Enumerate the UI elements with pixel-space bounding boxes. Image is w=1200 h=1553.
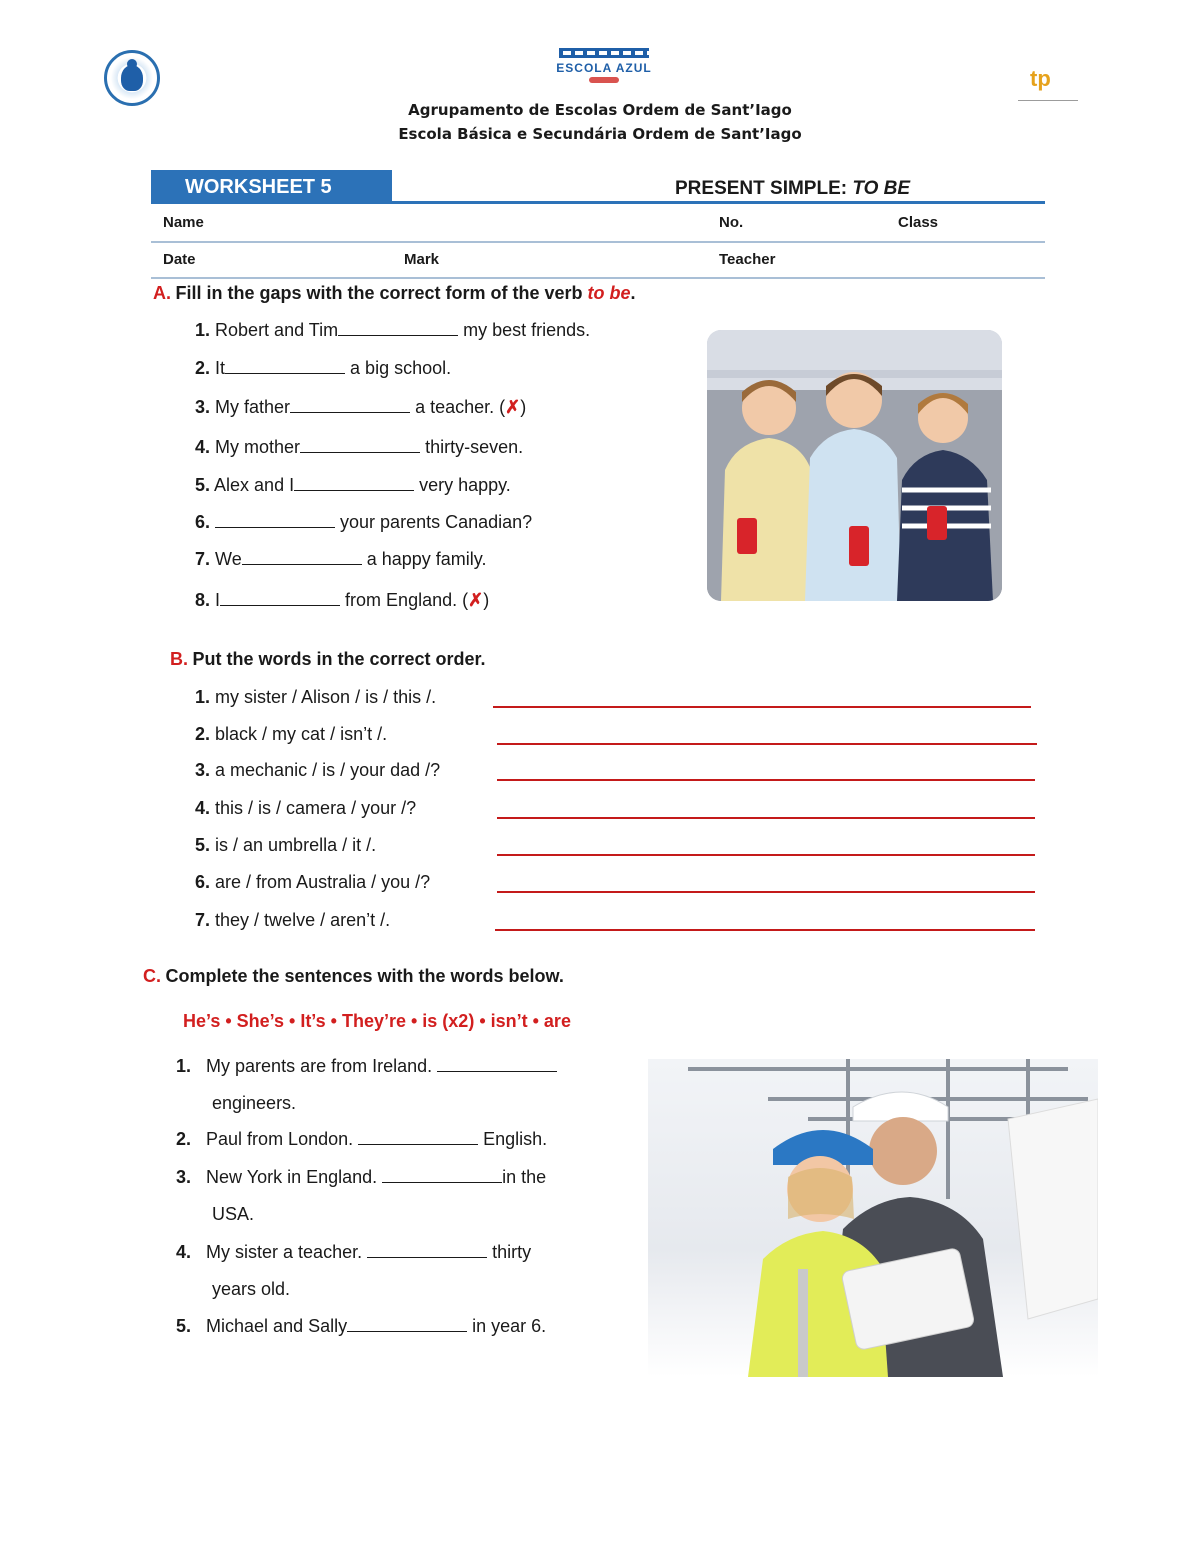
answer-line-b1[interactable] xyxy=(493,706,1031,708)
item-number: 7. xyxy=(195,910,211,930)
item-text-before: Robert and Tim xyxy=(215,320,339,340)
item-number: 4. xyxy=(195,437,211,457)
answer-line-b2[interactable] xyxy=(497,743,1037,745)
answer-line-b7[interactable] xyxy=(495,929,1035,931)
section-a-item-7 xyxy=(195,549,486,570)
worksheet-title-italic: TO BE xyxy=(852,178,911,199)
item-text: a mechanic / is / your dad /? xyxy=(215,760,441,780)
item-text-after: English. xyxy=(478,1129,548,1149)
photo-engineers-illustration xyxy=(648,1059,1098,1377)
item-text-before: My mother xyxy=(215,437,301,457)
school-group-logo xyxy=(104,50,160,106)
section-c-item-5 xyxy=(176,1316,546,1337)
item-text-after: my best friends. xyxy=(458,320,591,340)
answer-gap[interactable] xyxy=(338,320,458,336)
photo-engineers xyxy=(648,1059,1098,1377)
answer-gap[interactable] xyxy=(382,1167,502,1183)
item-number: 2. xyxy=(195,724,211,744)
school-name: Escola Básica e Secundária Ordem de Sant’Iago xyxy=(398,125,802,143)
item-number: 1. xyxy=(195,320,211,340)
answer-gap[interactable] xyxy=(347,1316,467,1332)
section-c-item-3 xyxy=(176,1167,546,1188)
item-number: 2. xyxy=(176,1129,192,1149)
item-number: 2. xyxy=(195,358,211,378)
item-number: 1. xyxy=(176,1056,192,1076)
close-paren: ) xyxy=(520,397,527,417)
section-a-title: Fill in the gaps with the correct form of the verb xyxy=(175,283,588,303)
escola-azul-logo-text: ESCOLA AZUL xyxy=(556,61,652,75)
item-number: 4. xyxy=(195,798,211,818)
section-a-letter: A. xyxy=(153,283,171,303)
section-b-item-4 xyxy=(195,798,416,819)
item-text-before: I xyxy=(215,590,221,610)
section-a-item-1 xyxy=(195,320,590,341)
negative-mark-icon: ✗ xyxy=(468,590,484,610)
item-number: 4. xyxy=(176,1242,192,1262)
section-c-item-4-line-2: years old. xyxy=(212,1279,291,1299)
item-number: 5. xyxy=(195,835,211,855)
answer-line-b6[interactable] xyxy=(497,891,1035,893)
section-a-item-8 xyxy=(195,590,489,611)
item-number: 8. xyxy=(195,590,211,610)
section-c-item-1-line-2: engineers. xyxy=(212,1093,297,1113)
item-text-before: We xyxy=(215,549,242,569)
section-b-item-2 xyxy=(195,724,387,745)
item-number: 3. xyxy=(195,397,211,417)
section-b-item-1 xyxy=(195,687,436,708)
item-number: 1. xyxy=(195,687,211,707)
section-c-item-1 xyxy=(176,1056,557,1077)
section-b-item-3 xyxy=(195,760,440,781)
section-b-title: Put the words in the correct order. xyxy=(192,649,486,669)
answer-gap[interactable] xyxy=(215,512,335,528)
item-text-after: thirty xyxy=(487,1242,532,1262)
item-text-before: New York in England. xyxy=(206,1167,383,1187)
item-text-after: very happy. xyxy=(414,475,511,495)
section-c-letter: C. xyxy=(143,966,161,986)
section-c-heading xyxy=(143,966,564,987)
section-a-heading xyxy=(153,283,636,304)
answer-gap[interactable] xyxy=(242,549,362,565)
photo-three-boys-illustration xyxy=(707,330,1002,601)
item-text-before: My parents are from Ireland. xyxy=(206,1056,438,1076)
section-c-item-2 xyxy=(176,1129,547,1150)
section-b-item-6 xyxy=(195,872,430,893)
close-paren: ) xyxy=(483,590,490,610)
item-text-before: Paul from London. xyxy=(206,1129,359,1149)
item-text-before: It xyxy=(215,358,226,378)
school-group-name: Agrupamento de Escolas Ordem de Sant’Iago xyxy=(408,101,792,119)
section-b-item-7 xyxy=(195,910,390,931)
section-a-item-4 xyxy=(195,437,523,458)
item-number: 3. xyxy=(176,1167,192,1187)
worksheet-title xyxy=(675,178,910,200)
section-a-item-3 xyxy=(195,397,526,418)
photo-three-boys xyxy=(707,330,1002,601)
item-text: this / is / camera / your /? xyxy=(215,798,417,818)
item-text: is / an umbrella / it /. xyxy=(215,835,377,855)
field-divider-2 xyxy=(151,277,1045,279)
item-text: are / from Australia / you /? xyxy=(215,872,431,892)
item-text-after: a happy family. xyxy=(361,549,487,569)
section-a-title-verb: to be xyxy=(587,283,631,303)
header-rule xyxy=(151,201,1045,204)
answer-gap[interactable] xyxy=(220,590,340,606)
section-c-item-4 xyxy=(176,1242,531,1263)
mark-field-label: Mark xyxy=(404,251,440,268)
answer-gap[interactable] xyxy=(358,1129,478,1145)
section-a-item-2 xyxy=(195,358,451,379)
section-c-item-3-line-2: USA. xyxy=(212,1204,255,1224)
answer-line-b3[interactable] xyxy=(497,779,1035,781)
item-number: 5. xyxy=(176,1316,192,1336)
item-number: 6. xyxy=(195,512,211,532)
teacher-field-label: Teacher xyxy=(719,251,776,268)
answer-gap[interactable] xyxy=(294,475,414,491)
answer-gap[interactable] xyxy=(367,1242,487,1258)
item-text: black / my cat / isn’t /. xyxy=(215,724,388,744)
item-text-before: Alex and I xyxy=(214,475,295,495)
item-text-before: My father xyxy=(215,397,291,417)
item-text-after: in year 6. xyxy=(467,1316,547,1336)
answer-gap[interactable] xyxy=(300,437,420,453)
item-number: 7. xyxy=(195,549,211,569)
worksheet-tab: WORKSHEET 5 xyxy=(151,170,392,202)
section-a-item-5 xyxy=(195,475,511,496)
item-text-before: Michael and Sally xyxy=(206,1316,348,1336)
section-a-item-6 xyxy=(195,512,532,533)
tp-logo-text: tp xyxy=(1030,66,1051,91)
item-text-after: from England. ( xyxy=(340,590,469,610)
item-number: 3. xyxy=(195,760,211,780)
item-text-after: your parents Canadian? xyxy=(335,512,533,532)
item-text-after: a big school. xyxy=(345,358,452,378)
word-bank: He’s • She’s • It’s • They’re • is (x2) • isn’t • are xyxy=(183,1011,571,1031)
negative-mark-icon: ✗ xyxy=(505,397,521,417)
section-b-heading xyxy=(170,649,486,670)
item-text-after: thirty-seven. xyxy=(420,437,524,457)
item-text: my sister / Alison / is / this /. xyxy=(215,687,437,707)
field-divider-1 xyxy=(151,241,1045,243)
section-a-title-end: . xyxy=(630,283,636,303)
answer-line-b5[interactable] xyxy=(497,854,1035,856)
item-text-after: a teacher. ( xyxy=(410,397,506,417)
number-field-label: No. xyxy=(719,214,744,231)
item-text-after: in the xyxy=(502,1167,547,1187)
answer-gap[interactable] xyxy=(225,358,345,374)
date-field-label: Date xyxy=(163,251,196,268)
item-text-before: My sister a teacher. xyxy=(206,1242,368,1262)
worksheet-title-prefix: PRESENT SIMPLE: xyxy=(675,178,853,199)
escola-azul-logo xyxy=(555,48,653,92)
item-number: 5. xyxy=(195,475,211,495)
answer-line-b4[interactable] xyxy=(497,817,1035,819)
section-b-letter: B. xyxy=(170,649,188,669)
section-b-item-5 xyxy=(195,835,376,856)
item-text: they / twelve / aren’t /. xyxy=(215,910,391,930)
item-number: 6. xyxy=(195,872,211,892)
class-field-label: Class xyxy=(898,214,939,231)
name-field-label: Name xyxy=(163,214,204,231)
answer-gap[interactable] xyxy=(290,397,410,413)
answer-gap[interactable] xyxy=(437,1056,557,1072)
section-c-title: Complete the sentences with the words below. xyxy=(165,966,564,986)
tp-logo xyxy=(1030,66,1064,96)
